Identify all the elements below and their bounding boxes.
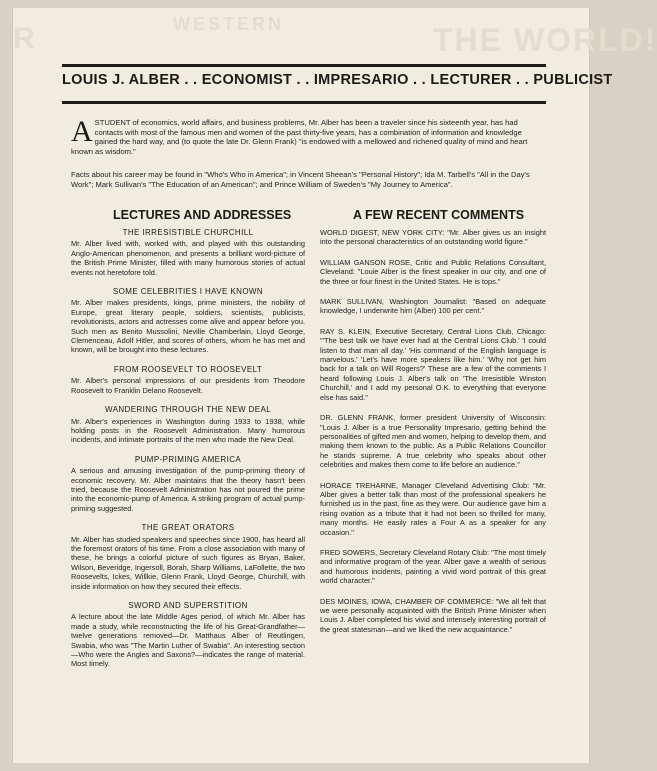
lecture-title: PUMP-PRIMING AMERICA [134,454,242,464]
page-title: LOUIS J. ALBER . . ECONOMIST . . IMPRESARIO . . LECTURER . . PUBLICIST [62,72,613,88]
comment-item: WILLIAM GANSON ROSE, Critic and Public Relations Consultant, Cleveland: "Louie Alber is the finest speaker in our city, and one of the three or four finest in the United States. He is tops." [320,257,546,286]
lecture-body: Mr. Alber has studied speakers and speeches since 1900, has heard all the foremost orators of his time. From a close association with many of these, he brings a colorful picture of such figures as Bryan, Baker, Wilson, Beveridge, Ingersoll, Borah, Sharp Williams, LaFollette, the two Roosevelts, Ickes, Willkie, Glenn Frank, Lloyd George, Churchill, with inside information on how they secured their effects. [71,534,305,591]
lecture-item [71,287,305,355]
lecture-title: THE IRRESISTIBLE CHURCHILL [122,228,254,237]
lecture-title: SWORD AND SUPERSTITION [128,601,248,610]
comment-item: DES MOINES, IOWA, CHAMBER OF COMMERCE: "We all felt that we were personally acquainted with the British Prime Minister when Louis J. Alber completed his vivid and intensely interesting portrait of the great statesman—and we liked the new acquaintance." [320,596,546,634]
lecture-title: WANDERING THROUGH THE NEW DEAL [104,405,272,415]
comment-item: WORLD DIGEST, NEW YORK CITY: "Mr. Alber gives us an insight into the personal characteristics of an outstanding world figure." [320,228,546,247]
lecture-item [71,523,305,591]
header-rule-bottom [62,101,546,104]
comment-item: HORACE TREHARNE, Manager Cleveland Advertising Club: "Mr. Alber gives a better talk than most of the professional speakers he furnished us in the past, fine as they were. Our audience gave him a rising ovation as a tribute that it had not been so thrilled for many, many months. He easily rates a Four A as a speaker for any occasion." [320,480,546,537]
comments-column [320,228,546,645]
lecture-title: FROM ROOSEVELT TO ROOSEVELT [113,364,263,374]
header-rule-top [62,64,546,67]
lecture-body: A lecture about the late Middle Ages period, of which Mr. Alber has made a study, while reconstructing the life of his Great-Grandfather—twelve generations removed—Dr. Matthaus Alber of Reutlingen, Swabia, who was "The Martin Luther of Swabia". An interesting section—Who were the Angles and Saxons?—indicates the range of material. Most timely. [71,612,305,669]
lecture-title: SOME CELEBRITIES I HAVE KNOWN [112,287,264,297]
lecture-item [71,365,305,395]
lectures-heading: LECTURES AND ADDRESSES [113,208,292,222]
lecture-title: THE GREAT ORATORS [141,523,235,533]
comments-heading: A FEW RECENT COMMENTS [353,208,525,222]
lecture-body: Mr. Alber makes presidents, kings, prime ministers, the nobility of Europe, great literary people, soldiers, scientists, publicists, revolutionists, actors and actresses come alive and appear before you. Such men as Benito Mussolini, Neville Chamberlain, Lloyd George, Clemenceau, Adolf Hitler, and scores of others, whom he has met and known, will be brought into these lectures. [71,298,305,355]
comment-item: FRED SOWERS, Secretary Cleveland Rotary Club: "The most timely and informative program of the year. Alber gave a wealth of serious and humorous incidents, painting a vivid word portrait of this great world character." [320,547,546,586]
lecture-body: Mr. Alber's personal impressions of our presidents from Theodore Roosevelt to Franklin Delano Roosevelt. [71,376,305,395]
document-page [12,8,657,763]
show-through-text-right: THE WORLD! [433,22,657,58]
lecture-body: A serious and amusing investigation of the pump-priming theory of economic recovery. Mr. Alber maintains that the theory hasn't been tried, because the Roosevelt Administration has not poured the prime into the economic-pump of America. A striking program of actual pump-priming suggested. [71,466,305,513]
comment-item: MARK SULLIVAN, Washington Journalist: "Based on adequate knowledge, I underwrite him (Alber) 100 per cent." [320,297,546,316]
lecture-item [71,405,305,445]
drop-cap: A [71,115,93,148]
lecture-body: Mr. Alber lived with, worked with, and played with this outstanding Anglo-American phenomenon, and presents a brilliant word-picture of the British Prime Minister, filled with many humorous stories of actual events not heretofore told. [71,239,305,277]
comment-item: RAY S. KLEIN, Executive Secretary, Central Lions Club, Chicago: "'The best talk we have ever had at the Central Lions Club.' 'I could listen to that man all day.' 'His command of the English language is marvelous.' 'Let's have more speakers like him.' 'Why not get him back for a talk on Will Rogers?' These are a few of the comments I heard following Louis J. Alber's talk on 'The Irresistible Winston Churchill,' and I add my personal O.K. to everything that everyone else has said." [320,326,546,402]
lecture-body: Mr. Alber's experiences in Washington during 1933 to 1938, while holding posts in the Roosevelt Administration. Many humorous incidents, and intimate portraits of the men who made the New Deal. [71,416,305,445]
facts-paragraph: Facts about his career may be found in "Who's Who in America"; in Vincent Sheean's "Personal History"; Ida M. Tarbell's "All in the Day's Work"; Mark Sullivan's "The Education of an American"; and Prince William of Sweden's "My Journey to America". [71,170,530,189]
lecture-item [71,601,305,669]
lecture-item [71,228,305,277]
lecture-item [71,455,305,513]
comment-item: DR. GLENN FRANK, former president University of Wisconsin: "Louis J. Alber is a true Personality Impresario, getting behind the personalities of gifted men and women, helping to develop them, and making them known to the public. As a Public Relations Councillor he stands supreme. A true celebrity who speaks about other celebrities and makes them come to life before an audience." [320,413,546,470]
intro-paragraph [71,115,545,156]
lectures-column [71,228,305,679]
show-through-text-left: R [13,22,35,55]
intro-text: STUDENT of economics, world affairs, and business problems, Mr. Alber has been a traveler since his sixteenth year, has had contacts with most of the famous men and women of the past thirty-five years, has a combination of information and knowledge gained the hard way, and (to quote the late Dr. Glenn Frank) "is endowed with a mellowed and richened quality of mind and heart known as wisdom." [71,118,528,156]
show-through-text-center: WESTERN [173,14,284,34]
